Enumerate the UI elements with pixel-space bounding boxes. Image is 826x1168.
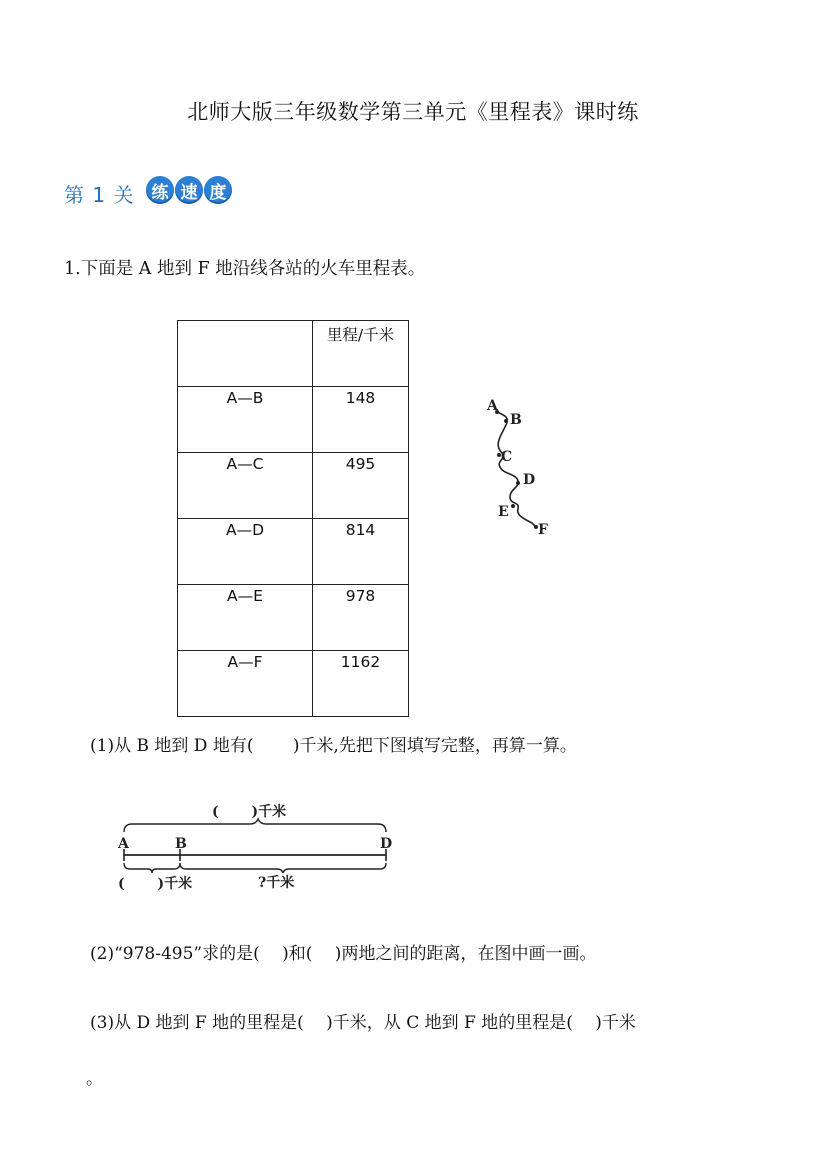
table-cell-km: 1162	[313, 651, 409, 717]
table-header-empty	[178, 321, 313, 387]
diagram-bottom-left-brace	[124, 863, 180, 873]
diagram-bottom-right-brace	[180, 863, 386, 873]
distance-diagram	[112, 797, 402, 897]
badge-su: 速	[175, 176, 203, 204]
table-cell-km: 814	[313, 519, 409, 585]
route-label-b: B	[510, 412, 522, 428]
question-1-text: 1.下面是 A 地到 F 地沿线各站的火车里程表。	[64, 259, 426, 279]
badge-lian: 练	[146, 176, 174, 204]
diagram-top-brace	[124, 819, 386, 832]
table-header-mileage: 里程/千米	[313, 321, 409, 387]
mileage-table	[177, 320, 409, 717]
section-label: 第 1 关	[64, 183, 135, 207]
page-title: 北师大版三年级数学第三单元《里程表》课时练	[187, 100, 639, 124]
sub-question-2: (2)“978-495”求的是( )和( )两地之间的距离，在图中画一画。	[90, 944, 597, 964]
table-cell-km: 495	[313, 453, 409, 519]
table-cell-route: A—F	[178, 651, 313, 717]
route-label-f: F	[538, 522, 548, 538]
table-cell-route: A—B	[178, 387, 313, 453]
route-point-d	[516, 481, 520, 485]
table-header-row	[178, 321, 409, 387]
table-row	[178, 453, 409, 519]
table-row	[178, 585, 409, 651]
diagram-top-label: ( )千米	[212, 804, 287, 820]
diagram-point-d: D	[380, 836, 393, 852]
table-cell-route: A—E	[178, 585, 313, 651]
route-label-e: E	[498, 504, 509, 520]
diagram-bottom-left-label: ( )千米	[118, 876, 193, 892]
sub-question-1: (1)从 B 地到 D 地有( )千米,先把下图填写完整，再算一算。	[90, 736, 577, 756]
route-point-e	[511, 504, 515, 508]
route-map	[480, 395, 560, 545]
table-row	[178, 651, 409, 717]
diagram-bottom-right-label: ?千米	[258, 875, 295, 891]
diagram-point-a: A	[118, 836, 129, 852]
sub-question-3: (3)从 D 地到 F 地的里程是( )千米，从 C 地到 F 地的里程是( )千米	[90, 1013, 636, 1033]
table-cell-km: 148	[313, 387, 409, 453]
route-label-c: C	[501, 449, 513, 465]
route-point-b	[504, 419, 508, 423]
table-cell-route: A—C	[178, 453, 313, 519]
table-cell-km: 978	[313, 585, 409, 651]
badge-du: 度	[204, 176, 232, 204]
speed-badges	[146, 176, 232, 204]
route-label-d: D	[523, 472, 536, 488]
route-label-a: A	[487, 398, 498, 414]
sub-question-3-end: 。	[86, 1069, 103, 1089]
diagram-point-b: B	[175, 836, 187, 852]
table-row	[178, 519, 409, 585]
table-row	[178, 387, 409, 453]
table-cell-route: A—D	[178, 519, 313, 585]
